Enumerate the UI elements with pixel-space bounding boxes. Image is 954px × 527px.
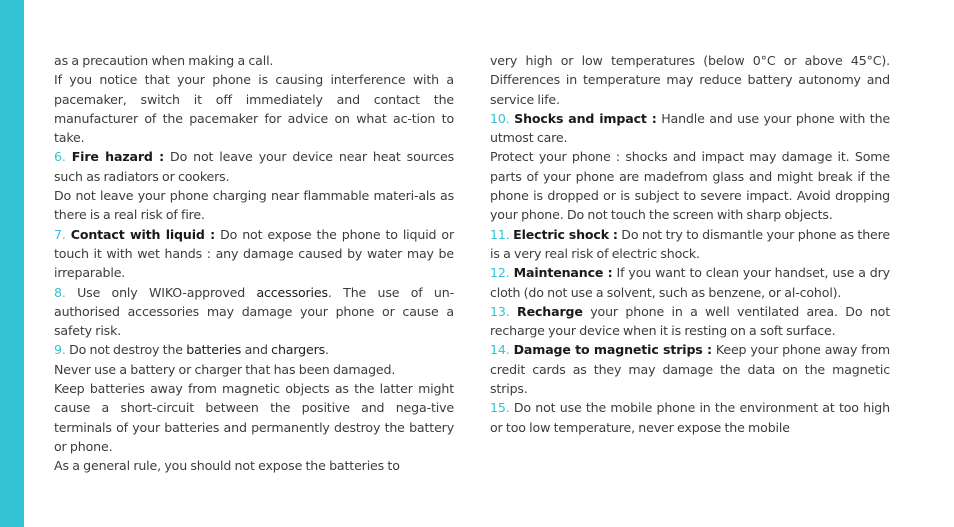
keyword-batteries: batteries (186, 342, 242, 358)
safety-item-accessories (54, 283, 454, 341)
item-text: Do not try to dismantle your phone as there is a very real risk of electric shock. (490, 226, 890, 261)
item-number: 6. (54, 149, 66, 165)
safety-item-fire-hazard (54, 147, 454, 186)
item-number: 10. (490, 110, 510, 126)
item-number: 8. (54, 284, 66, 300)
item-title: Fire hazard : (71, 149, 165, 165)
right-column (490, 51, 890, 437)
paragraph: Protect your phone : shocks and impact may damage it. Some parts of your phone are madefrom glass and might break if the phone is dropped or is subject to severe impact. Avoid dropping your phone. Do not touch the screen with sharp objects. (490, 149, 890, 223)
item-text: your phone in a well ventilated area. Do not recharge your device when it is resting on a soft surface. (490, 303, 890, 339)
safety-item-temperature (490, 398, 890, 437)
paragraph: Never use a battery or charger that has been damaged. (54, 361, 396, 377)
paragraph: as a precaution when making a call. (54, 53, 274, 68)
safety-item-magnetic-strips (490, 340, 890, 398)
item-text: Do not expose the phone to liquid or touch it with wet hands : any damage caused by water may be irreparable. (54, 226, 454, 281)
item-number: 13. (490, 303, 510, 319)
item-number: 7. (54, 226, 66, 242)
paragraph: Keep batteries away from magnetic objects as the latter might cause a short-circuit between the positive and nega-tive terminals of your batteries and permanently destroy the battery or phone. (54, 381, 454, 454)
item-number: 11. (490, 226, 510, 242)
item-text: Use only WIKO-approved (65, 284, 257, 300)
item-text: Do not use the mobile phone in the environment at too high or too low temperature, never expose the mobile (490, 400, 890, 435)
paragraph: Do not leave your phone charging near flammable materi-als as there is a real risk of fire. (54, 188, 454, 223)
item-title: Recharge (517, 303, 583, 319)
item-title: Shocks and impact : (514, 110, 657, 126)
item-text: Do not destroy the (65, 342, 187, 358)
keyword-chargers: chargers (271, 342, 326, 358)
safety-item-maintenance (490, 263, 890, 302)
safety-item-contact-with-liquid (54, 225, 454, 283)
left-column (54, 51, 454, 476)
accent-sidebar (0, 0, 24, 527)
item-title: Electric shock : (513, 226, 618, 242)
item-text: If you want to clean your handset, use a dry cloth (do not use a solvent, such as benzene, or al-cohol). (490, 265, 890, 300)
item-number: 12. (490, 265, 510, 281)
safety-item-shocks-and-impact (490, 109, 890, 148)
item-text: . (325, 342, 329, 358)
keyword-accessories: accessories (256, 284, 328, 300)
item-text: Handle and use your phone with the utmost care. (490, 110, 890, 146)
item-number: 14. (490, 342, 510, 358)
paragraph: If you notice that your phone is causing interference with a pacemaker, switch it off immediately and contact the manufacturer of the pacemaker for advice on what ac-tion to take. (54, 72, 454, 146)
item-text: Keep your phone away from credit cards as they may damage the data on the magnetic strips. (490, 342, 890, 397)
item-text: . The use of un-authorised accessories may damage your phone or cause a safety risk. (54, 284, 454, 339)
item-number: 9. (54, 342, 66, 358)
item-title: Maintenance : (513, 265, 613, 281)
item-title: Damage to magnetic strips : (513, 342, 712, 358)
safety-item-recharge (490, 302, 890, 341)
item-text: and (241, 342, 272, 358)
paragraph: very high or low temperatures (below 0°C or above 45°C). Differences in temperature may reduce battery autonomy and service life. (490, 53, 890, 107)
safety-item-electric-shock (490, 225, 890, 264)
safety-item-batteries (54, 340, 454, 359)
item-title: Contact with liquid : (70, 226, 216, 242)
paragraph: As a general rule, you should not expose the batteries to (54, 458, 400, 474)
item-number: 15. (490, 400, 510, 416)
item-text: Do not leave your device near heat sources such as radiators or cookers. (54, 149, 454, 184)
